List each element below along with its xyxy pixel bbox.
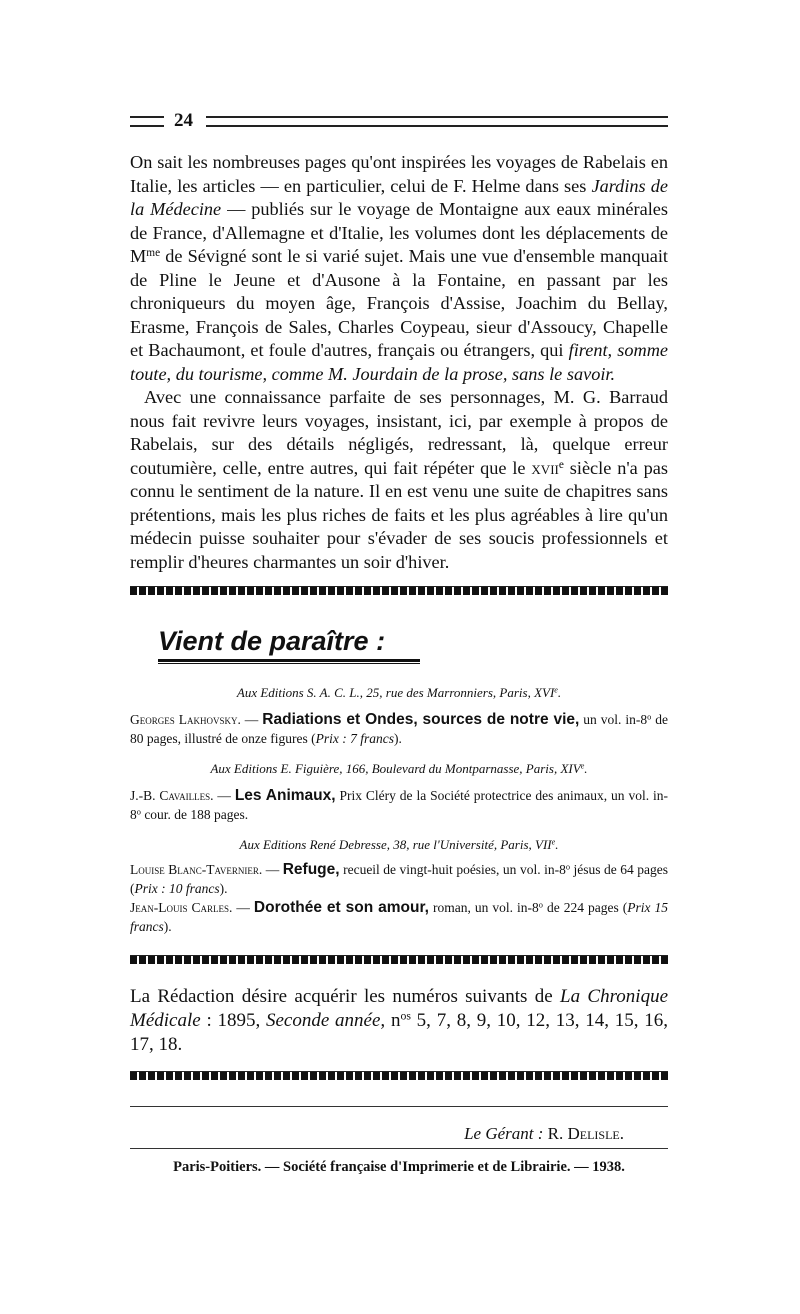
paragraph-1: On sait les nombreuses pages qu'ont inspirées les voyages de Rabelais en Italie, les articles — en particulier, celui de F. Helme dans ses Jardins de la Médecine — publiés sur le voyage de Montaigne aux eaux minérales de France, d'Allemagne et d'Italie, les volumes dont les déplacements de $M^{me}$ de Sévigné sont le si varié sujet. Mais une vue d'ensemble manquait de Pline le Jeune et d'Ausone à la Fontaine, en passant par les chroniqueurs du moyen âge, François d'Assise, Joachim du Bellay, Erasme, François de Sales, Charles Coypeau, sieur d'Assoucy, Chapelle et Bachaumont, et foule d'autres, français ou étrangers, qui firent, somme toute, du tourisme, comme M. Jourdain de la prose, sans le savoir. <box>130 152 669 384</box>
publisher-line: Aux Editions S. A. C. L., 25, rue des Marronniers, Paris, XVIe. <box>236 685 562 700</box>
ornament-band <box>130 586 668 595</box>
publisher-line: Aux Editions René Debresse, 38, rue l'Université, Paris, VIIe. <box>239 837 559 852</box>
header-rule-left <box>130 116 164 127</box>
book-entry: Louise Blanc-Tavernier. — Refuge, recueil de vingt-huit poésies, un vol. in-8$^o$ jésus de 64 pages (Prix : 10 francs). <box>130 861 669 896</box>
paragraph-2: Avec une connaissance parfaite de ses personnages, M. G. Barraud nous fait revivre leurs voyages, insistant, ici, par exemple à propos de Rabelais, sur des détails négligés, redressant, là, quelque erreur coutumière, celle, entre autres, qui fait répéter que le xvii$^e$ siècle n'a pas connu le sentiment de la nature. Il en est venu une suite de chapitres sans prétentions, mais les plus riches de faits et les plus agréables à lire qu'un médecin puisse souhaiter pour s'évader de ses soucis professionnels et remplir d'heures charmantes un soir d'hiver. <box>130 387 669 572</box>
divider <box>130 1106 668 1107</box>
divider <box>130 1148 668 1149</box>
book-entry: Jean-Louis Carles. — Dorothée et son amour, roman, un vol. in-8$^o$ de 224 pages (Prix 15 francs). <box>130 899 668 934</box>
ornament-band <box>130 955 668 964</box>
ornament-band <box>130 1071 668 1080</box>
publisher-line: Aux Editions E. Figuière, 166, Boulevard du Montparnasse, Paris, XIVe. <box>210 761 588 776</box>
gerant-signature: Le Gérant : R. Delisle. <box>464 1124 624 1143</box>
book-entry: J.-B. Cavailles. — Les Animaux, Prix Cléry de la Société protectrice des animaux, un vol. in-8$^o$ cour. de 188 pages. <box>130 787 669 822</box>
announcements <box>130 683 668 936</box>
page-header <box>130 110 668 132</box>
section-title: Vient de paraître : <box>158 626 386 656</box>
printer-footer: Paris-Poitiers. — Société française d'Imprimerie et de Librairie. — 1938. <box>173 1159 625 1175</box>
italic-quote: firent, somme toute, du tourisme, comme M. Jourdain de la prose, sans le savoir. <box>130 340 669 384</box>
book-entry: Georges Lakhovsky. — Radiations et Ondes, sources de notre vie, un vol. in-8$^o$ de 80 pages, illustré de onze figures (Prix : 7 francs). <box>130 711 669 746</box>
italic-title: Jardins de la Médecine <box>130 175 668 219</box>
header-rule-right <box>206 116 668 127</box>
title-underline <box>158 659 420 662</box>
title-underline <box>158 663 420 664</box>
redaction-notice: La Rédaction désire acquérir les numéros suivants de La Chronique Médicale : 1895, Seconde année, $n^{os}$ 5, 7, 8, 9, 10, 12, 13, 14, 15, 16, 17, 18. <box>130 986 669 1055</box>
review-text <box>130 151 668 574</box>
page-number: 24 <box>174 110 193 131</box>
